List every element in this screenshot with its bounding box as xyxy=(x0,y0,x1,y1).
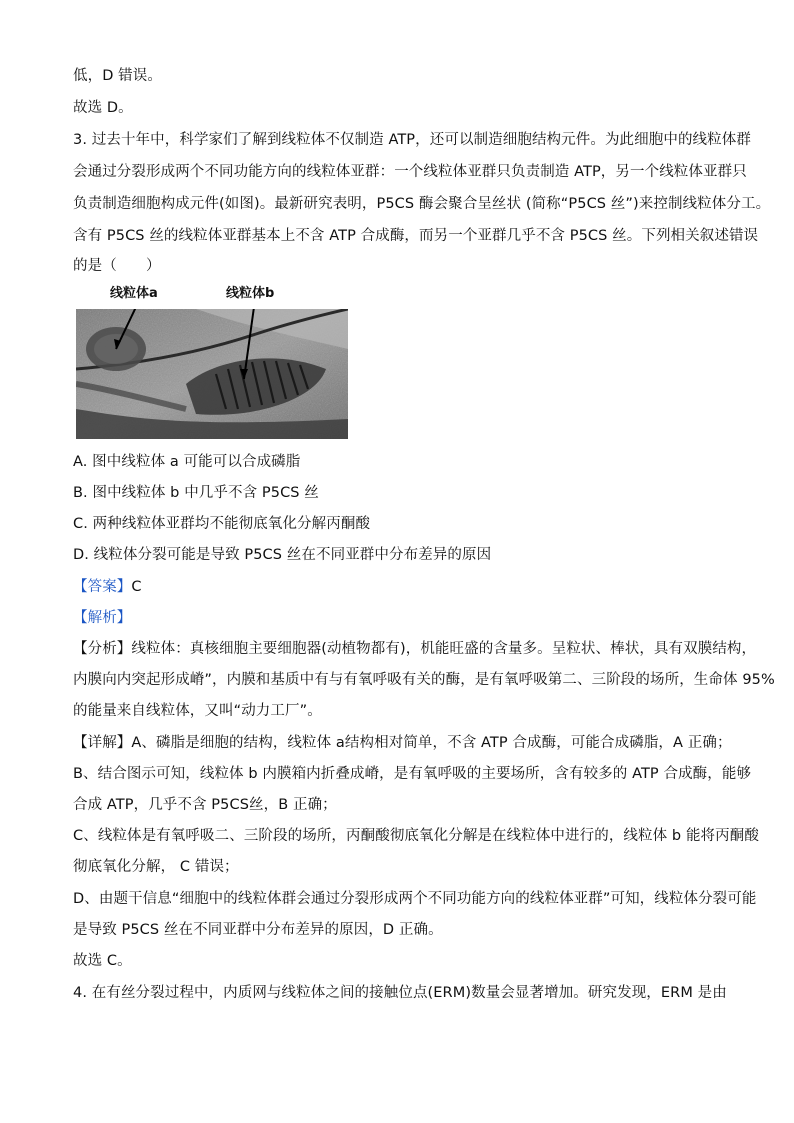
text-line: 故选 D。 xyxy=(73,100,133,116)
question-3-stem: 会通过分裂形成两个不同功能方向的线粒体亚群：一个线粒体亚群只负责制造 ATP，另一个线粒体亚群只 xyxy=(73,164,747,180)
question-4-stem: 4. 在有丝分裂过程中，内质网与线粒体之间的接触位点(ERM)数量会显著增加。研究发现，ERM 是由 xyxy=(73,985,727,1001)
fenxi-line: 内膜向内突起形成嵴”，内膜和基质中有与有氧呼吸有关的酶，是有氧呼吸第二、三阶段的场所，生命体 95% xyxy=(73,672,775,688)
option-c: C. 两种线粒体亚群均不能彻底氧化分解丙酮酸 xyxy=(73,516,371,532)
label-mitochondrion-a: 线粒体a xyxy=(110,286,158,301)
answer-value: C xyxy=(131,579,142,595)
xiangjie-line: C、线粒体是有氧呼吸二、三阶段的场所，丙酮酸彻底氧化分解是在线粒体中进行的，线粒体 b 能将丙酮酸 xyxy=(73,828,759,844)
fenxi-tag: 【分析】 xyxy=(73,641,132,657)
question-3-stem: 含有 P5CS 丝的线粒体亚群基本上不含 ATP 合成酶，而另一个亚群几乎不含 P5CS 丝。下列相关叙述错误 xyxy=(73,228,759,244)
question-3-stem: 负责制造细胞构成元件(如图)。最新研究表明，P5CS 酶会聚合呈丝状 (简称“P5CS 丝”)来控制线粒体分工。 xyxy=(73,196,771,212)
option-a: A. 图中线粒体 a 可能可以合成磷脂 xyxy=(73,454,301,470)
question-3-stem: 的是（ ） xyxy=(73,258,161,274)
answer-tag: 【答案】 xyxy=(73,579,132,595)
fenxi-text: 线粒体：真核细胞主要细胞器(动植物都有)，机能旺盛的含量多。呈粒状、棒状，具有双膜结构， xyxy=(131,641,757,657)
text-line: 低，D 错误。 xyxy=(73,68,162,84)
micrograph-image xyxy=(76,309,348,439)
analysis-line xyxy=(73,608,733,628)
micrograph-drawing xyxy=(76,309,348,439)
mitochondria-micrograph-figure xyxy=(76,282,348,440)
question-3-stem: 3. 过去十年中，科学家们了解到线粒体不仅制造 ATP，还可以制造细胞结构元件。为此细胞中的线粒体群 xyxy=(73,132,751,148)
xiangjie-line: B、结合图示可知，线粒体 b 内膜箱内折叠成嵴，是有氧呼吸的主要场所，含有较多的 ATP 合成酶，能够 xyxy=(73,766,752,782)
xiangjie-line: 彻底氧化分解， C 错误； xyxy=(73,859,239,875)
label-mitochondrion-b: 线粒体b xyxy=(226,286,275,301)
option-b: B. 图中线粒体 b 中几乎不含 P5CS 丝 xyxy=(73,485,319,501)
xiangjie-line: 故选 C。 xyxy=(73,953,132,969)
xiangjie-text: A、磷脂是细胞的结构，线粒体 a结构相对简单，不含 ATP 合成酶，可能合成磷脂，A 正确； xyxy=(131,735,732,751)
xiangjie-line: D、由题干信息“细胞中的线粒体群会通过分裂形成两个不同功能方向的线粒体亚群”可知，线粒体分裂可能 xyxy=(73,891,757,907)
xiangjie-line: 合成 ATP，几乎不含 P5CS丝，B 正确； xyxy=(73,797,337,813)
xiangjie-line: 是导致 P5CS 丝在不同亚群中分布差异的原因，D 正确。 xyxy=(73,922,443,938)
xiangjie-line xyxy=(73,733,733,753)
analysis-tag: 【解析】 xyxy=(73,610,132,626)
xiangjie-tag: 【详解】 xyxy=(73,735,132,751)
answer-line xyxy=(73,577,733,597)
fenxi-line: 的能量来自线粒体，又叫“动力工厂”。 xyxy=(73,703,322,719)
fenxi-line xyxy=(73,639,757,659)
option-d: D. 线粒体分裂可能是导致 P5CS 丝在不同亚群中分布差异的原因 xyxy=(73,547,492,563)
